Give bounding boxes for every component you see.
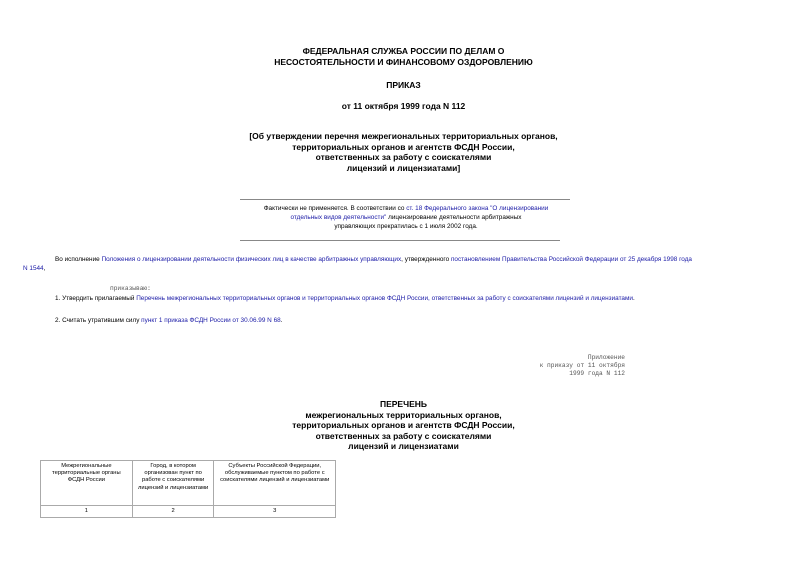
notice-bottom-rule bbox=[240, 240, 560, 241]
item-1-text: 1. Утвердить прилагаемый bbox=[55, 295, 137, 302]
subject-line: [Об утверждении перечня межрегиональных территориальных органов, bbox=[249, 131, 558, 141]
list-title-word: ПЕРЕЧЕНЬ bbox=[379, 399, 427, 409]
notice-law-link-cont[interactable]: отдельных видов деятельности" bbox=[290, 214, 387, 221]
list-link[interactable]: Перечень межрегиональных территориальных органов и территориальных органов ФСДН России, ответственных за работу с соискателями лицензий и лицензиатами bbox=[136, 295, 633, 302]
subject-line: лицензий и лицензиатами] bbox=[346, 162, 461, 173]
notice-law-link[interactable]: ст. 18 Федерального закона "О лицензировании bbox=[406, 205, 549, 212]
notice-block bbox=[228, 204, 584, 231]
resolution-link[interactable]: постановлением Правительства Российской Федерации от 25 декабря 1998 года bbox=[450, 256, 692, 263]
item-2-end: . bbox=[280, 317, 283, 324]
intro-text: , bbox=[43, 265, 46, 272]
item-1-end: . bbox=[632, 295, 635, 302]
notice-line-3: управляющих прекратилась с 1 июля 2002 года. bbox=[334, 223, 478, 230]
territorial-bodies-table bbox=[40, 460, 336, 518]
intro-text: Во исполнение bbox=[55, 256, 102, 263]
doc-type: ПРИКАЗ bbox=[386, 80, 421, 90]
order-item-2 bbox=[55, 316, 775, 325]
column-header: Межрегиональные территориальные органы ФСДН России bbox=[41, 461, 133, 506]
agency-line-1: ФЕДЕРАЛЬНАЯ СЛУЖБА РОССИИ ПО ДЕЛАМ О bbox=[302, 46, 505, 56]
list-title bbox=[0, 399, 807, 452]
list-title-line: ответственных за работу с соискателями bbox=[315, 430, 492, 441]
notice-text: Фактически не применяется. В соответствии со bbox=[263, 205, 407, 212]
agency-title bbox=[0, 46, 807, 67]
column-number: 1 bbox=[41, 506, 133, 518]
column-number: 2 bbox=[132, 506, 214, 518]
notice-top-rule bbox=[240, 199, 570, 200]
appendix-line-3: 1999 года N 112 bbox=[569, 370, 625, 378]
agency-line-2: НЕСОСТОЯТЕЛЬНОСТИ И ФИНАНСОВОМУ ОЗДОРОВЛЕНИЮ bbox=[274, 56, 533, 67]
subject-line: ответственных за работу с соискателями bbox=[315, 152, 492, 162]
appendix-line-2: к приказу от 11 октября bbox=[539, 362, 625, 370]
list-title-line: межрегиональных территориальных органов, bbox=[305, 409, 502, 420]
notice-line-1 bbox=[228, 204, 584, 213]
subject-line: территориальных органов и агентств ФСДН России, bbox=[292, 141, 515, 152]
table-number-row bbox=[41, 506, 336, 518]
column-header: Город, в котором организован пункт по работе с соискателями лицензий и лицензиатами bbox=[132, 461, 214, 506]
list-title-line: лицензий и лицензиатами bbox=[348, 441, 459, 451]
orders-word: приказываю: bbox=[110, 285, 151, 292]
doc-date: от 11 октября 1999 года N 112 bbox=[341, 101, 466, 111]
order-item-1 bbox=[55, 294, 775, 303]
notice-line-2 bbox=[228, 213, 584, 222]
regulation-link[interactable]: Положения о лицензировании деятельности физических лиц в качестве арбитражных управляющих bbox=[101, 256, 402, 263]
notice-text: лицензирование деятельности арбитражных bbox=[386, 214, 522, 221]
previous-order-link[interactable]: пункт 1 приказа ФСДН России от 30.06.99 N 68 bbox=[141, 317, 281, 324]
doc-subject bbox=[0, 131, 807, 173]
appendix-line-1: Приложение bbox=[587, 354, 625, 361]
column-header: Субъекты Российской Федерации, обслуживаемые пунктом по работе с соискателями лицензий и лицензиатами bbox=[214, 461, 336, 506]
item-2-text: 2. Считать утратившим силу bbox=[55, 317, 142, 324]
column-number: 3 bbox=[214, 506, 336, 518]
intro-text: , утвержденного bbox=[401, 256, 451, 263]
appendix-note bbox=[540, 354, 625, 379]
resolution-link-number[interactable]: N 1544 bbox=[23, 265, 44, 272]
intro-paragraph bbox=[23, 255, 775, 273]
table-header-row bbox=[41, 461, 336, 506]
list-title-line: территориальных органов и агентств ФСДН России, bbox=[292, 420, 515, 430]
